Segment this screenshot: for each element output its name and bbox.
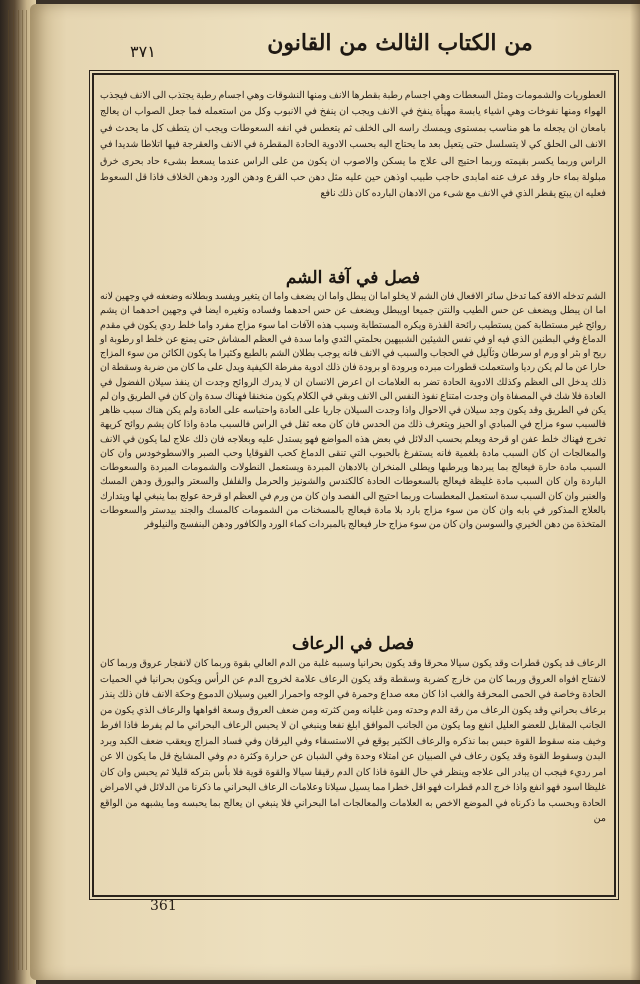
paragraph: العطوريات والشمومات ومثل السعطات وهي اجسام رطبة بقطرها الانف ومنها النشوقات وهي اجسام رطبة يجتذب الى الانف فيجذب الهواء ومنها نفوخات وهي اشياء يابسة مهيأة ينفخ في الانف ويجب ان ينفخ في الانبوب وكل من استعمله فما جعل الصواب ان يعالج بامعان ان يجعله ما هو مناسب بمستوى ويمسك راسه الى الخلف ثم يتعطس في انفه السعوطات ويجب ان يتطف كل ما يحدث في الانف الى الحلق كي لا يتسلسل حتى يتعيل بعد ما يحتاج اليه بحسب الادوية الحادة المقطرة في الانف والعقرجة فيها اتلاطا شديدا في الراس وربما يكسر بقيمته وربما احتيج الى علاج ما يسكن والاصوب ان يكون من على الراس عندما يسعط بشىء حاد بحرى خرق مبلولة بماء حار وقد عرف عنه امابدى حاجب طبيب اوذهن حين عليه مثل دهن حب القرع ودهن الورد ودهن الخلاف فاذا قل السعوط فعليه ان يبتع يقطر الذي في الانف مع شىء من الادهان البارده كان ذلك نافع — [100, 90, 606, 200]
paragraph: الشم تدخله الافة كما تدخل سائر الافعال فان الشم لا يخلو اما ان يبطل واما ان يضعف واما ان يتغير ويفسد وبطلانه وضعفه في وجهين لانه اما ان يبطل ويضعف عن حس الطيب والنتن جميعا اويبطل ويضعف عن حس احدهما وفساده وتغيره ايضا في وجهين احدهما ان يشم روائح غير مستطابة كمن يستطيب رائحة القذرة ويكره المستطابة وسبب هذه الآفات اما سوء مزاج مفرد واما خلط ردي يكون في مقدم الدماغ وفي البطنين الذي فيه او في نفس الشيئين الشبيهين بحلمتي الثدي واما سدة في العظم المشاش حتى يمنع عن خلط او رطوبة او ريح او بثر او ورم او سرطان وثآليل في الحجاب والسبب في الانف فانه يوجب بطلان الشم بالطبع وكثيرا ما يكون الكائن من سوء المزاج حارا عن ما لم يكن رديا واستعملت قطورات مبرده وبرودة او برودة فان ذلك ادوية مفرطة الكيفية ويدل على ما كان من ضربة وسقطة ان ذلك يدخل الى العظم وكذلك الادوية الحادة تضر به العلامات ان اعرض الانسان ان لا يدرك الروائح وجدت ان ينفذ سيلان الفضول في العادة فلا شك في المصفاة وان وجدت امتناع نفوذ النفس الى الانف وبقي في الكلام يكون منخنقا فهناك سدة وان كان في الطريق وان لم يكن في الطريق وقد يكون وجد سيلان في الاحوال واذا وجدت السيلان جاريا على العادة واحتباسه على العادة ولم يكن هناك سبب ظاهر فالسبب سوء مزاج في المبادي او الحيز ويتعرف ذلك من الحدس فان كان معه ثقل في الراس فالسبب مادة واذا كان يشم روائح كريهة تخرج فهناك خلط عفن او قرحة ويعلم بحسب الدلائل في بعض هذه المواضع فهو يستدل عليه وبعلاجه فان ذلك علاج لما يكون في الانف والمعالجات ان كان السبب مادة بلغمية فانه يستفرغ بالحبوب التي تنقى الدماغ كحب القوقايا وحب الصبر والاسطوخودس وان كان السبب مادة حارة فيعالج بما يبردها ويرطبها ويطلى المنخران بالادهان المبردة ويستعمل النطولات والشمومات المبردة والسعوطات الباردة وان كان السبب مادة غليظة فيعالج بالسعوطات الحادة كالكندس والشونيز والحرمل والفلفل والسعتر والبورق ودهن المسك والعنبر وان كان السبب سدة استعمل المعطسات وربما احتيج الى الفصد وان كان من ورم في العظم او قرحة عولج بما ينبغي لها ويتدارك بالعلاج المذكور في بابه وان كان من سوء مزاج بارد بلا مادة فيعالج بالمسخنات من الشمومات كالمسك والجند بيدستر والسعوطات المتخذة من دهن الخيري والسوسن وان كان من سوء مزاج حار فيعالج بالمبردات كماء الورد والكافور ودهن البنفسج والنيلوفر — [100, 291, 606, 530]
page-shadow — [630, 0, 640, 984]
section-intro — [100, 88, 606, 266]
paragraph: الرعاف قد يكون قطرات وقد يكون سيالا محرقا وقد يكون بحرانيا وسببه غلبة من الدم العالي بقوة وربما كان لانفجار عروق وربما كان لانفتاح افواه العروق وربما كان من خارج كضربة وسقطة وقد يكون الرعاف علامة لخروج الدم عن الرأس ويكون بحرانيا في الحميات الحادة وخاصة في الحمى المحرقة والغب اذا كان معه صداع وحمرة في الوجه واحمرار العين وسيلان الدموع وحكة الانف فان ذلك ينذر برعاف بحراني وقد يكون الرعاف من رقة الدم وحدته ومن غليانه ومن كثرته ومن ضعف العروق وسعة افواهها والرعاف الذي يكون من الجانب المقابل للعضو العليل انفع وما يكون من الجانب الموافق ابلغ نفعا وينبغي ان لا يحبس الرعاف البحراني ما لم يفرط فاذا افرط وخيف منه سقوط القوة حبس بما نذكره والرعاف الكثير يوقع في الاستسقاء وفي اليرقان وفي فساد المزاج ويعقب ضعف الكبد وبرد البدن وسقوط القوة وقد يكون رعاف في الصبيان عن امتلاء وحدة وفي الشبان عن حرارة وكثرة دم وفي المشايخ قل ما يكون الا عن امر رديء فيجب ان يبادر الى علاجه وينظر في حال القوة فاذا كان الدم رقيقا سيالا والقوة قوية فلا بأس بتركه قليلا ثم يحبس وان كان غليظا اسود فهو انفع واذا خرج الدم قطرات فهو اقل خطرا مما يسيل سيلانا وعلامات الرعاف البحراني ما ذكرنا من الدلائل في الامراض الحادة وبحسب ما ذكرناه في الموضع الاخص به العلامات والمعالجات اما البحراني فلا ينبغي ان يعالج بما يحبسه وما يشبهه من الواقع من — [100, 658, 606, 824]
header-page-number: ٣٧١ — [130, 42, 156, 61]
section-heading-smell: فصل في آفة الشم — [285, 268, 421, 288]
section-nosebleed — [100, 656, 606, 888]
section-smell — [100, 290, 606, 632]
running-header-title: من الكتاب الثالث من القانون — [267, 30, 533, 56]
section-heading-nosebleed: فصل في الرعاف — [291, 634, 415, 654]
footer-page-number: 361 — [150, 898, 177, 914]
